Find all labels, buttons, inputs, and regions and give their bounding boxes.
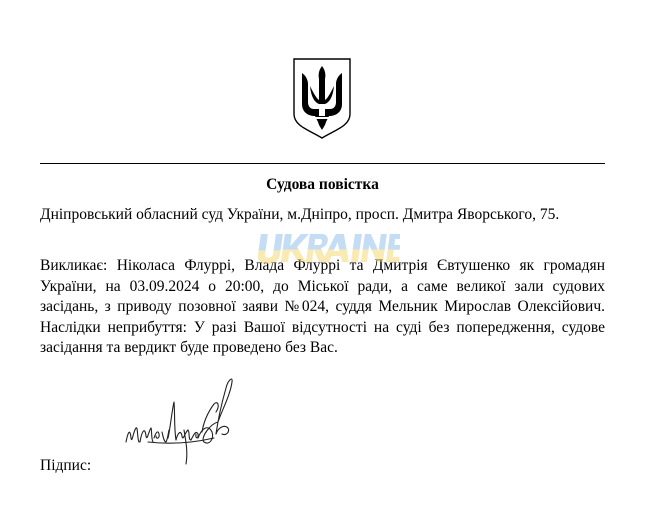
court-address: Дніпровський обласний суд України, м.Дніпро, просп. Дмитра Яворського, 75. bbox=[40, 206, 560, 223]
document-title: Судова повістка bbox=[266, 176, 379, 193]
ukraine-watermark-icon bbox=[252, 226, 400, 276]
header-divider bbox=[40, 163, 605, 164]
handwritten-signature-icon bbox=[118, 372, 248, 468]
signature-label: Підпис: bbox=[40, 457, 92, 474]
summons-body: Викликає: Ніколаса Флуррі, Влада Флуррі та Дмитрія Євтушенко як громадян України, на 03.09.2024 о 20:00, до Міської ради, а саме великої зали судових засідань, з приводу позовної заяви №024, суддя Мельник Мирослав Олексійович. Наслідки неприбуття: У разі Вашої відсутності на суді без попередження, судове засідання та вердикт буде проведено без Вас. bbox=[40, 257, 605, 356]
trident-coat-of-arms-icon bbox=[291, 56, 353, 140]
